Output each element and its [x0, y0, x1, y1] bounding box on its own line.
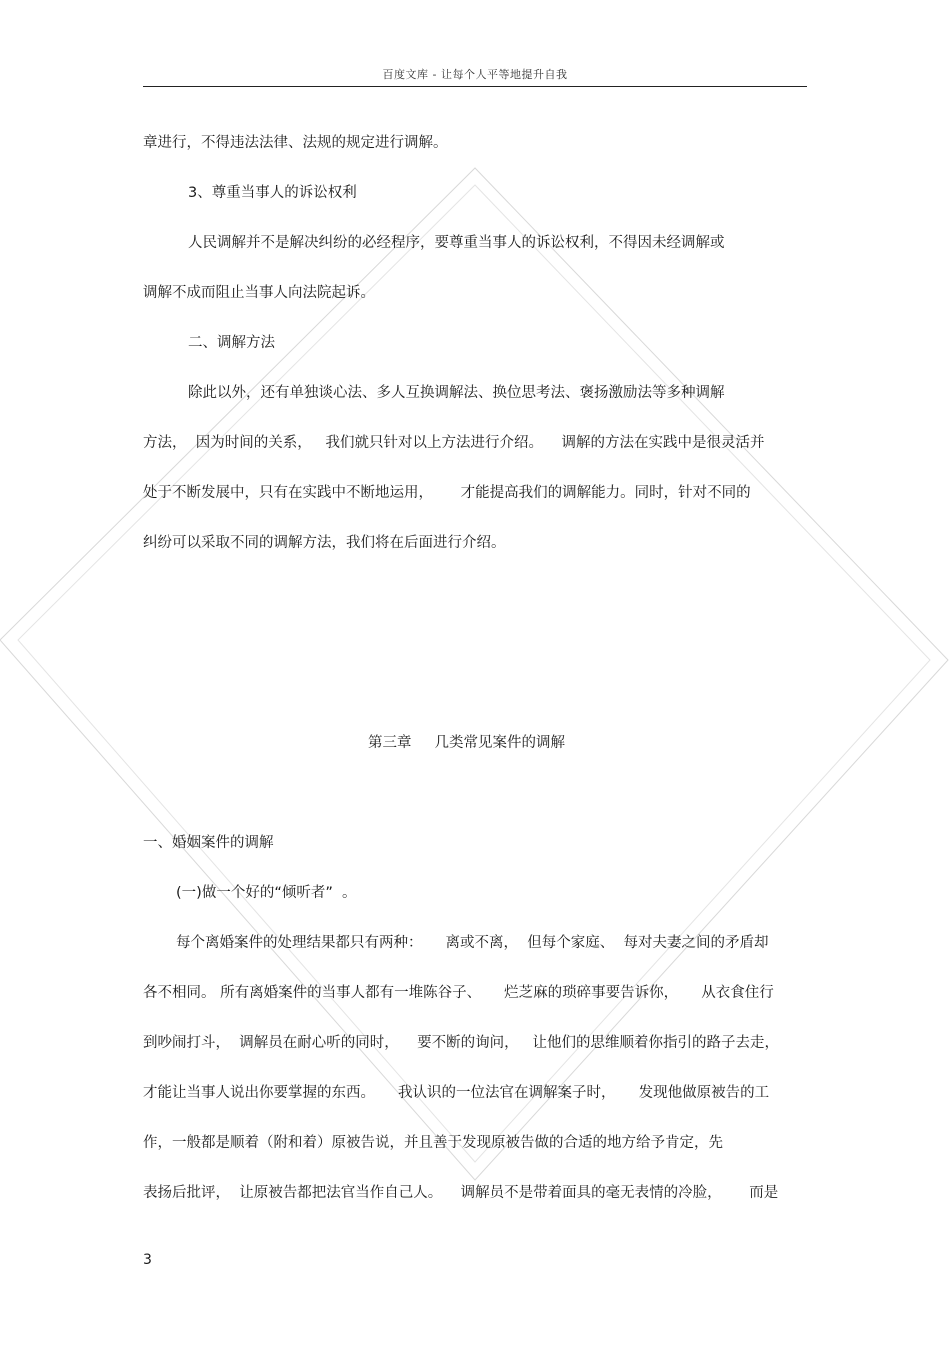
paragraph-line: 方法， 因为时间的关系， 我们就只针对以上方法进行介绍。 调解的方法在实践中是很灵活并 [143, 435, 765, 451]
paragraph-line: 纠纷可以采取不同的调解方法，我们将在后面进行介绍。 [143, 535, 506, 551]
subsection-heading: (一)做一个好的“倾听者” 。 [176, 885, 357, 901]
paragraph-line: 各不相同。 所有离婚案件的当事人都有一堆陈谷子、 烂芝麻的琐碎事要告诉你， 从衣食住行 [143, 985, 774, 1001]
section-heading: 二、调解方法 [188, 335, 275, 351]
paragraph-line: 作，一般都是顺着（附和着）原被告说，并且善于发现原被告做的合适的地方给予肯定，先 [143, 1135, 723, 1151]
paragraph-line: 人民调解并不是解决纠纷的必经程序，要尊重当事人的诉讼权利，不得因未经调解或 [188, 235, 725, 251]
paragraph-line: 每个离婚案件的处理结果都只有两种： 离或不离， 但每个家庭、 每对夫妻之间的矛盾却 [176, 935, 769, 951]
paragraph-line: 到吵闹打斗， 调解员在耐心听的同时， 要不断的询问， 让他们的思维顺着你指引的路子去走， [143, 1035, 779, 1051]
paragraph-line: 调解不成而阻止当事人向法院起诉。 [143, 285, 375, 301]
section-heading: 3、尊重当事人的诉讼权利 [188, 185, 357, 201]
header-rule [143, 86, 807, 87]
paragraph-line: 表扬后批评， 让原被告都把法官当作自己人。 调解员不是带着面具的毫无表情的冷脸， 而是 [143, 1185, 779, 1201]
paragraph-line: 处于不断发展中，只有在实践中不断地运用， 才能提高我们的调解能力。同时，针对不同的 [143, 485, 751, 501]
paragraph-line: 除此以外，还有单独谈心法、多人互换调解法、换位思考法、褒扬激励法等多种调解 [188, 385, 725, 401]
page-header: 百度文库 - 让每个人平等地提升自我 [382, 68, 568, 81]
page-number: 3 [143, 1252, 152, 1268]
chapter-title: 第三章 几类常见案件的调解 [368, 735, 566, 751]
paragraph-line: 章进行，不得违法法律、法规的规定进行调解。 [143, 135, 448, 151]
paragraph-line: 才能让当事人说出你要掌握的东西。 我认识的一位法官在调解案子时， 发现他做原被告的工 [143, 1085, 770, 1101]
section-heading: 一、婚姻案件的调解 [143, 835, 274, 851]
